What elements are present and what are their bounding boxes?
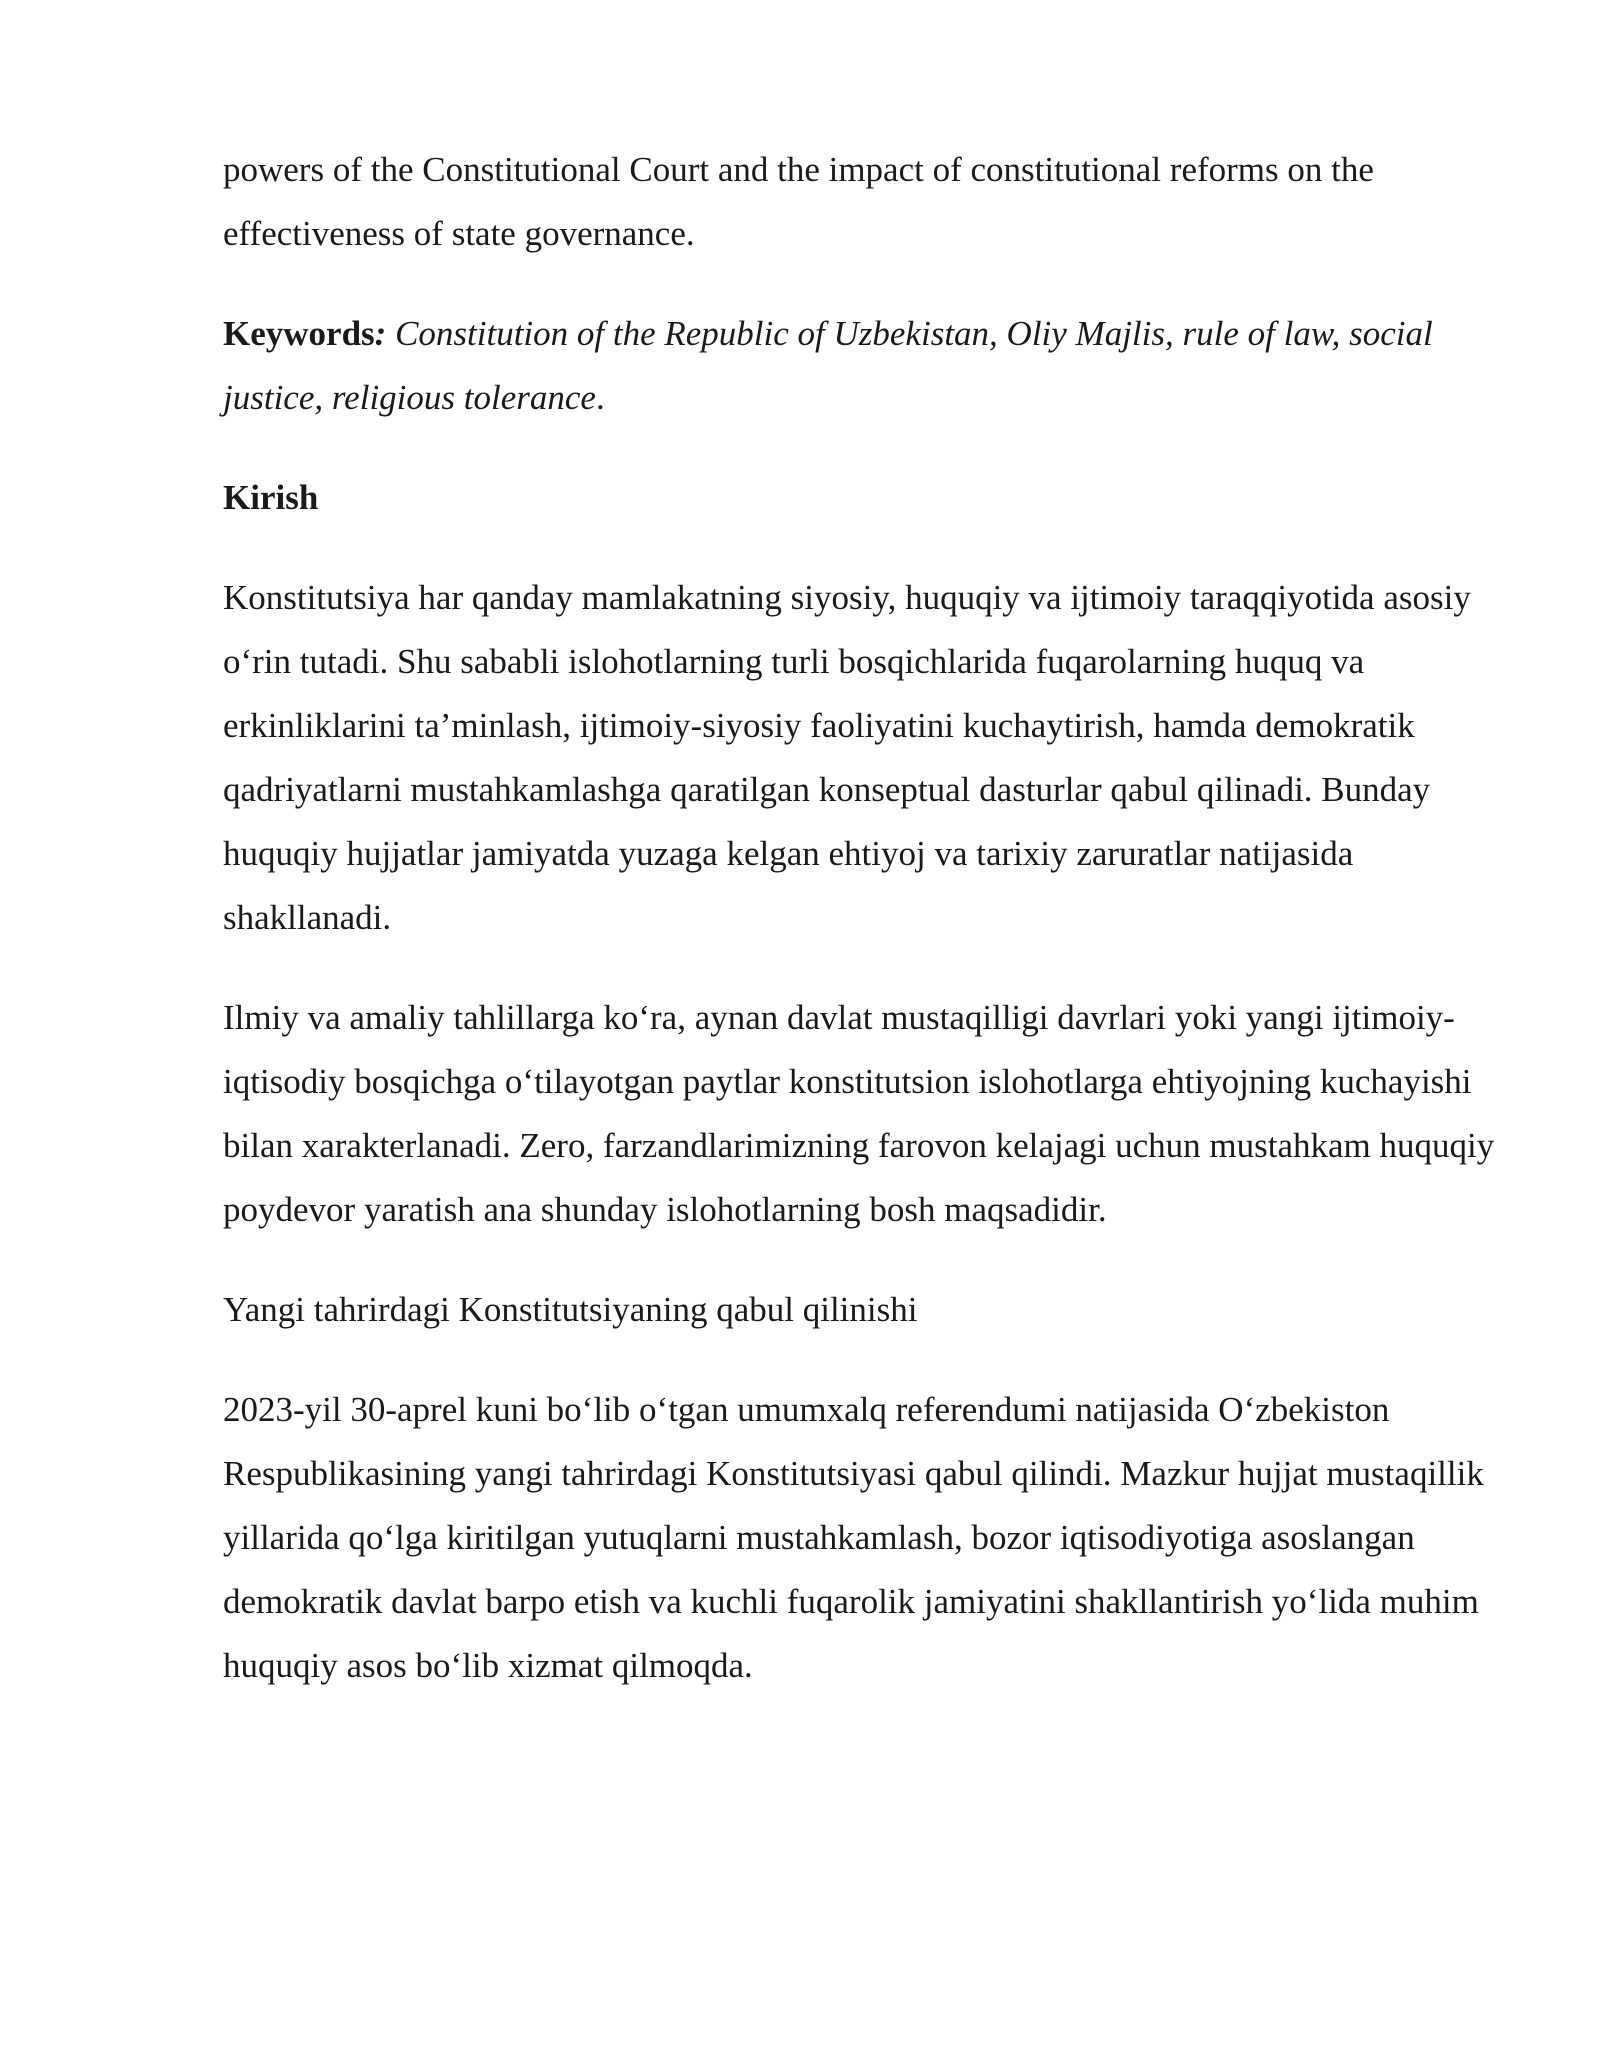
- document-page: [223, 138, 1498, 1734]
- section-heading-kirish: Kirish: [223, 478, 319, 517]
- keywords-paragraph: [223, 302, 1498, 430]
- intro-paragraph-2: Ilmiy va amaliy tahlillarga ko‘ra, aynan davlat mustaqilligi davrlari yoki yangi ijtimoiy-iqtisodiy bosqichga o‘tilayotgan paytlar konstitutsion islohotlarga ehtiyojning kuchayishi bilan xarakterlanadi. Zero, farzandlarimizning farovon kelajagi uchun mustahkam huquqiy poydevor yaratish ana shunday islohotlarning bosh maqsadidir.: [223, 998, 1495, 1229]
- keywords-label: Keywords: [223, 314, 375, 353]
- keywords-end: .: [595, 378, 605, 417]
- section-paragraph: 2023-yil 30-aprel kuni bo‘lib o‘tgan umumxalq referendumi natijasida O‘zbekiston Respublikasining yangi tahrirdagi Konstitutsiyasi qabul qilindi. Mazkur hujjat mustaqillik yillarida qo‘lga kiritilgan yutuqlarni mustahkamlash, bozor iqtisodiyotiga asoslangan demokratik davlat barpo etish va kuchli fuqarolik jamiyatini shakllantirish yo‘lida muhim huquqiy asos bo‘lib xizmat qilmoqda.: [223, 1390, 1484, 1685]
- intro-paragraph-1: Konstitutsiya har qanday mamlakatning siyosiy, huquqiy va ijtimoiy taraqqiyotida asosiy o‘rin tutadi. Shu sababli islohotlarning turli bosqichlarida fuqarolarning huquq va erkinliklarini ta’minlash, ijtimoiy-siyosiy faoliyatini kuchaytirish, hamda demokratik qadriyatlarni mustahkamlashga qaratilgan konseptual dasturlar qabul qilinadi. Bunday huquqiy hujjatlar jamiyatda yuzaga kelgan ehtiyoj va tarixiy zaruratlar natijasida shakllanadi.: [223, 578, 1471, 937]
- keywords-list: Constitution of the Republic of Uzbekistan, Oliy Majlis, rule of law, social justice, religious tolerance: [223, 314, 1433, 417]
- abstract-end-paragraph: powers of the Constitutional Court and the impact of constitutional reforms on the effectiveness of state governance.: [223, 150, 1374, 253]
- keywords-colon: :: [374, 314, 387, 353]
- section-subheading: Yangi tahrirdagi Konstitutsiyaning qabul qilinishi: [223, 1290, 918, 1329]
